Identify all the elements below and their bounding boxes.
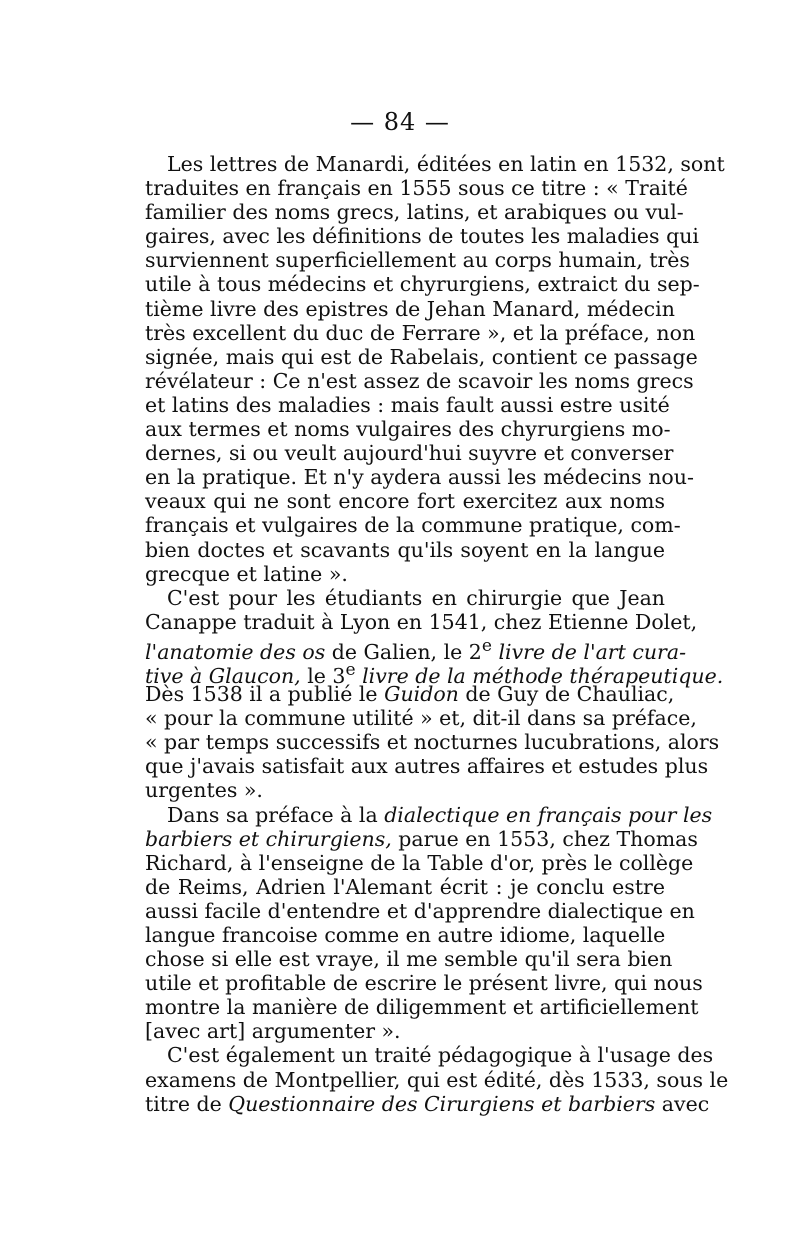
text-line: Les lettres de Manardi, éditées en latin en 1532, sont (167, 152, 725, 176)
text-line: Dès 1538 il a publié le Guidon de Guy de Chauliac, (145, 682, 675, 707)
text-line: français et vulgaires de la commune pratique, com- (145, 513, 681, 538)
text-line: gaires, avec les définitions de toutes les maladies qui (145, 224, 699, 249)
text-line: tive à Glaucon, le 3e livre de la méthode thérapeutique. (145, 659, 724, 688)
text-line: utile à tous médecins et chyrurgiens, extraict du sep- (145, 272, 700, 297)
text-line: « pour la commune utilité » et, dit-il dans sa préface, (145, 706, 697, 731)
text-line: veaux qui ne sont encore fort exercitez aux noms (145, 489, 665, 514)
text-line: l'anatomie des os de Galien, le 2e livre de l'art cura- (145, 635, 686, 664)
text-line: langue francoise comme en autre idiome, laquelle (145, 923, 666, 947)
text-line: barbiers et chirurgiens, parue en 1553, chez Thomas (145, 826, 698, 851)
page-number: — 84 — (350, 108, 450, 136)
text-line: familier des noms grecs, latins, et arabiques ou vul- (145, 200, 684, 225)
text-line: Dans sa préface à la dialectique en français pour les (167, 802, 713, 827)
page-body (145, 152, 729, 1116)
text-line: signée, mais qui est de Rabelais, contient ce passage (145, 344, 698, 369)
text-line: aussi facile d'entendre et d'apprendre dialectique en (145, 898, 695, 923)
text-line: urgentes ». (145, 778, 263, 803)
text-line: utile et profitable de escrire le présent livre, qui nous (145, 971, 703, 996)
text-line: aux termes et noms vulgaires des chyrurgiens mo- (145, 417, 671, 442)
text-line: très excellent du duc de Ferrare », et la préface, non (145, 320, 696, 345)
text-line: montre la manière de diligemment et artificiellement (145, 995, 699, 1020)
text-line: « par temps successifs et nocturnes lucubrations, alors (145, 730, 720, 755)
text-line: révélateur : Ce n'est assez de scavoir les noms grecs (145, 368, 694, 393)
text-line: en la pratique. Et n'y aydera aussi les médecins nou- (145, 465, 694, 490)
text-line: chose si elle est vraye, il me semble qu'il sera bien (145, 947, 673, 972)
text-line: bien doctes et scavants qu'ils soyent en la langue (145, 537, 665, 562)
text-line: C'est également un traité pédagogique à l'usage des (167, 1043, 714, 1068)
text-line: de Reims, Adrien l'Alemant écrit : je conclu estre (145, 874, 665, 899)
text-line: surviennent superficiellement au corps humain, très (145, 248, 690, 273)
text-line: que j'avais satisfait aux autres affaires et estudes plus (145, 754, 709, 779)
text-line: grecque et latine ». (145, 561, 348, 586)
text-line: Richard, à l'enseigne de la Table d'or, près le collège (145, 850, 694, 875)
text-line: et latins des maladies : mais fault aussi estre usité (145, 392, 670, 417)
text-line: titre de Questionnaire des Cirurgiens et barbiers avec (145, 1091, 710, 1116)
text-line: Canappe traduit à Lyon en 1541, chez Etienne Dolet, (145, 609, 698, 634)
text-line: examens de Montpellier, qui est édité, dès 1533, sous le (145, 1067, 729, 1092)
text-line: traduites en français en 1555 sous ce titre : « Traité (145, 176, 688, 201)
text-line: tième livre des epistres de Jehan Manard, médecin (145, 296, 675, 321)
text-line: C'est pour les étudiants en chirurgie que Jean (167, 585, 665, 610)
text-line: [avec art] argumenter ». (145, 1019, 401, 1044)
text-line: dernes, si ou veult aujourd'hui suyvre et converser (145, 441, 674, 466)
